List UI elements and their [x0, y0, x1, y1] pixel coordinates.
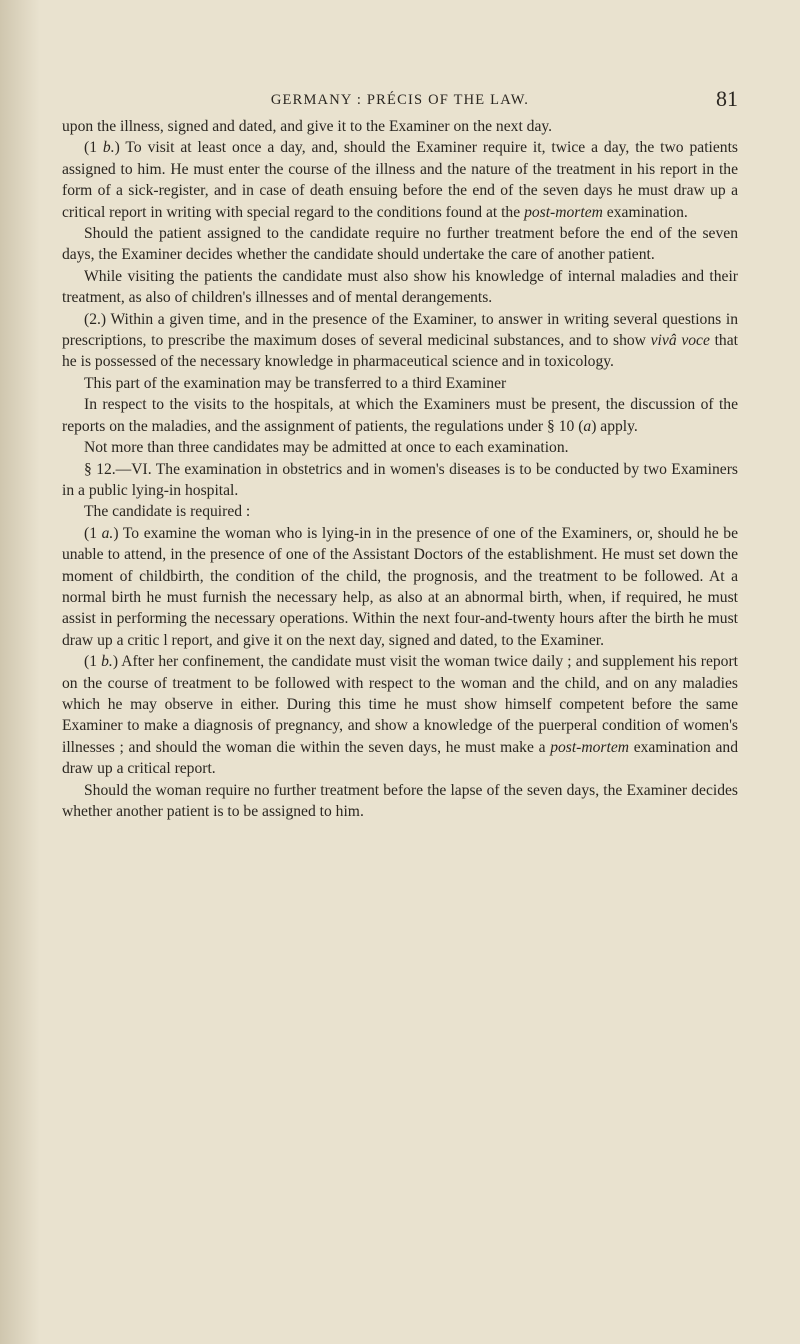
paragraph: (1 a.) To examine the woman who is lying-in in the presence of one of the Examiners, or, should he be unable to attend, in the presence of one of the Assistant Doctors of the establishment. He must set down the moment of childbirth, the condition of the child, the prognosis, and the treatment to be followed. At a normal birth he must furnish the necessary help, as also at an abnormal birth, when, if required, he must assist in performing the necessary operations. Within the next four-and-twenty hours after the birth he must draw up a critic l report, and give it on the next day, signed and dated, to the Examiner.	[62, 524, 738, 649]
italic-text: a.	[101, 524, 114, 542]
page-gutter-shadow	[0, 0, 40, 1344]
italic-text: a	[583, 417, 592, 435]
paragraph: (1 b.) To visit at least once a day, and, should the Examiner require it, twice a day, the two patients assigned to him. He must enter the course of the illness and the nature of the treatment in his report in the form of a sick-register, and in case of death ensuing before the end of the seven days he must draw up a critical report in writing with special regard to the conditions found at the post-mortem examination.	[62, 139, 738, 221]
body-text	[62, 116, 738, 822]
running-title: GERMANY : PRÉCIS OF THE LAW.	[270, 92, 530, 108]
page-number: 81	[716, 86, 738, 111]
italic-text: b.	[102, 139, 115, 157]
paragraph: Should the patient assigned to the candidate require no further treatment before the end of the seven days, the Examiner decides whether the candidate should undertake the care of another patient.	[62, 225, 738, 264]
running-head	[62, 86, 738, 116]
paragraph: upon the illness, signed and dated, and give it to the Examiner on the next day.	[62, 118, 553, 135]
paragraph: While visiting the patients the candidate must also show his knowledge of internal maladies and their treatment, as also of children's illnesses and of mental derangements.	[62, 267, 738, 307]
italic-text: vivâ voce	[650, 332, 710, 350]
paragraph: The candidate is required :	[84, 503, 251, 521]
paragraph: (2.) Within a given time, and in the presence of the Examiner, to answer in writing several questions in prescriptions, to prescribe the maximum doses of several medicinal substances, and to show vivâ voce that he is possessed of the necessary knowledge in pharmaceutical science and in toxicology.	[62, 310, 738, 371]
paragraph: (1 b.) After her confinement, the candidate must visit the woman twice daily ; and supplement his report on the course of treatment to be followed with respect to the woman and the child, and on any maladies which he may observe in either. During this time he must show himself competent before the same Examiner to make a diagnosis of pregnancy, and show a knowledge of the puerperal condition of women's illnesses ; and should the woman die within the seven days, he must make a post-mortem examination and draw up a critical report.	[62, 653, 738, 778]
paragraph: § 12.—VI. The examination in obstetrics and in women's diseases is to be conducted by two Examiners in a public lying-in hospital.	[62, 460, 738, 499]
paragraph: This part of the examination may be transferred to a third Examiner	[84, 374, 507, 392]
paragraph: Should the woman require no further treatment before the lapse of the seven days, the Examiner decides whether another patient is to be assigned to him.	[62, 781, 738, 820]
italic-text: post-mortem	[524, 203, 603, 221]
italic-text: post-mortem	[550, 738, 630, 756]
paragraph: Not more than three candidates may be admitted at once to each examination.	[84, 439, 569, 457]
italic-text: b.	[101, 653, 113, 671]
paragraph: In respect to the visits to the hospitals, at which the Examiners must be present, the discussion of the reports on the maladies, and the assignment of patients, the regulations under § 10 (a) apply.	[62, 396, 738, 435]
